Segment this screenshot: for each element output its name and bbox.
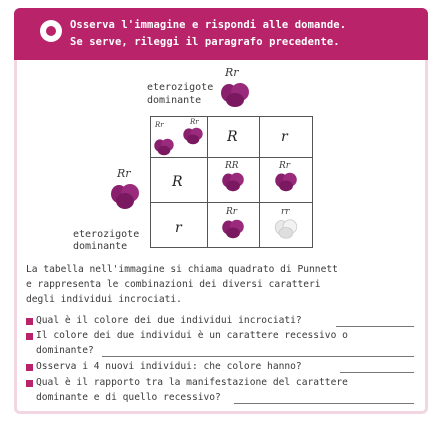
violet-flower-icon	[110, 182, 140, 210]
paragraph-line-2: e rappresenta le combinazioni dei diversi caratteri	[26, 279, 321, 290]
question-bullet-icon	[26, 318, 33, 325]
top-parent-label-1: eterozigote	[147, 82, 214, 93]
violet-flower-icon	[221, 219, 245, 239]
bullet-circle-icon	[40, 20, 62, 42]
question-4-line-2: dominante e di quello recessivo?	[36, 392, 221, 403]
question-4-line-1: Qual è il rapporto tra la manifestazione del carattere	[36, 377, 348, 388]
cell-genotype-1: RR	[225, 161, 239, 171]
instruction-header	[14, 8, 428, 60]
instruction-line-2: Se serve, rileggi il paragrafo precedente.	[70, 36, 340, 48]
answer-line-4[interactable]	[234, 403, 414, 404]
row-allele-2: r	[175, 220, 182, 236]
instruction-line-1: Osserva l'immagine e rispondi alle domande.	[70, 19, 347, 31]
question-1: Qual è il colore dei due individui incrociati?	[36, 315, 302, 326]
answer-line-1[interactable]	[336, 326, 414, 327]
answer-line-2[interactable]	[102, 356, 414, 357]
violet-flower-icon	[153, 138, 175, 156]
left-parent-label-2: dominante	[73, 241, 128, 252]
question-bullet-icon	[26, 333, 33, 340]
question-3: Osserva i 4 nuovi individui: che colore hanno?	[36, 361, 302, 372]
question-2-line-2: dominante?	[36, 345, 94, 356]
question-bullet-icon	[26, 364, 33, 371]
top-parent-genotype: Rr	[225, 66, 239, 79]
violet-flower-icon	[221, 172, 245, 192]
paragraph-line-3: degli individui incrociati.	[26, 294, 182, 305]
white-flower-icon	[274, 219, 298, 239]
left-parent-label-1: eterozigote	[73, 229, 140, 240]
left-parent-genotype: Rr	[117, 167, 131, 180]
violet-flower-icon	[220, 82, 250, 108]
corner-genotype-top: Rr	[190, 118, 199, 126]
violet-flower-icon	[182, 127, 204, 145]
cell-genotype-3: Rr	[226, 207, 238, 217]
paragraph-line-1: La tabella nell'immagine si chiama quadrato di Punnett	[26, 264, 338, 275]
top-parent-label-2: dominante	[147, 95, 202, 106]
column-allele-2: r	[281, 129, 288, 145]
question-2-line-1: Il colore dei due individui è un carattere recessivo o	[36, 330, 348, 341]
cell-genotype-2: Rr	[279, 161, 291, 171]
answer-line-3[interactable]	[340, 372, 414, 373]
violet-flower-icon	[274, 172, 298, 192]
column-allele-1: R	[227, 129, 238, 145]
question-bullet-icon	[26, 380, 33, 387]
corner-genotype-left: Rr	[155, 121, 164, 129]
row-allele-1: R	[172, 174, 183, 190]
cell-genotype-4: rr	[281, 207, 290, 217]
